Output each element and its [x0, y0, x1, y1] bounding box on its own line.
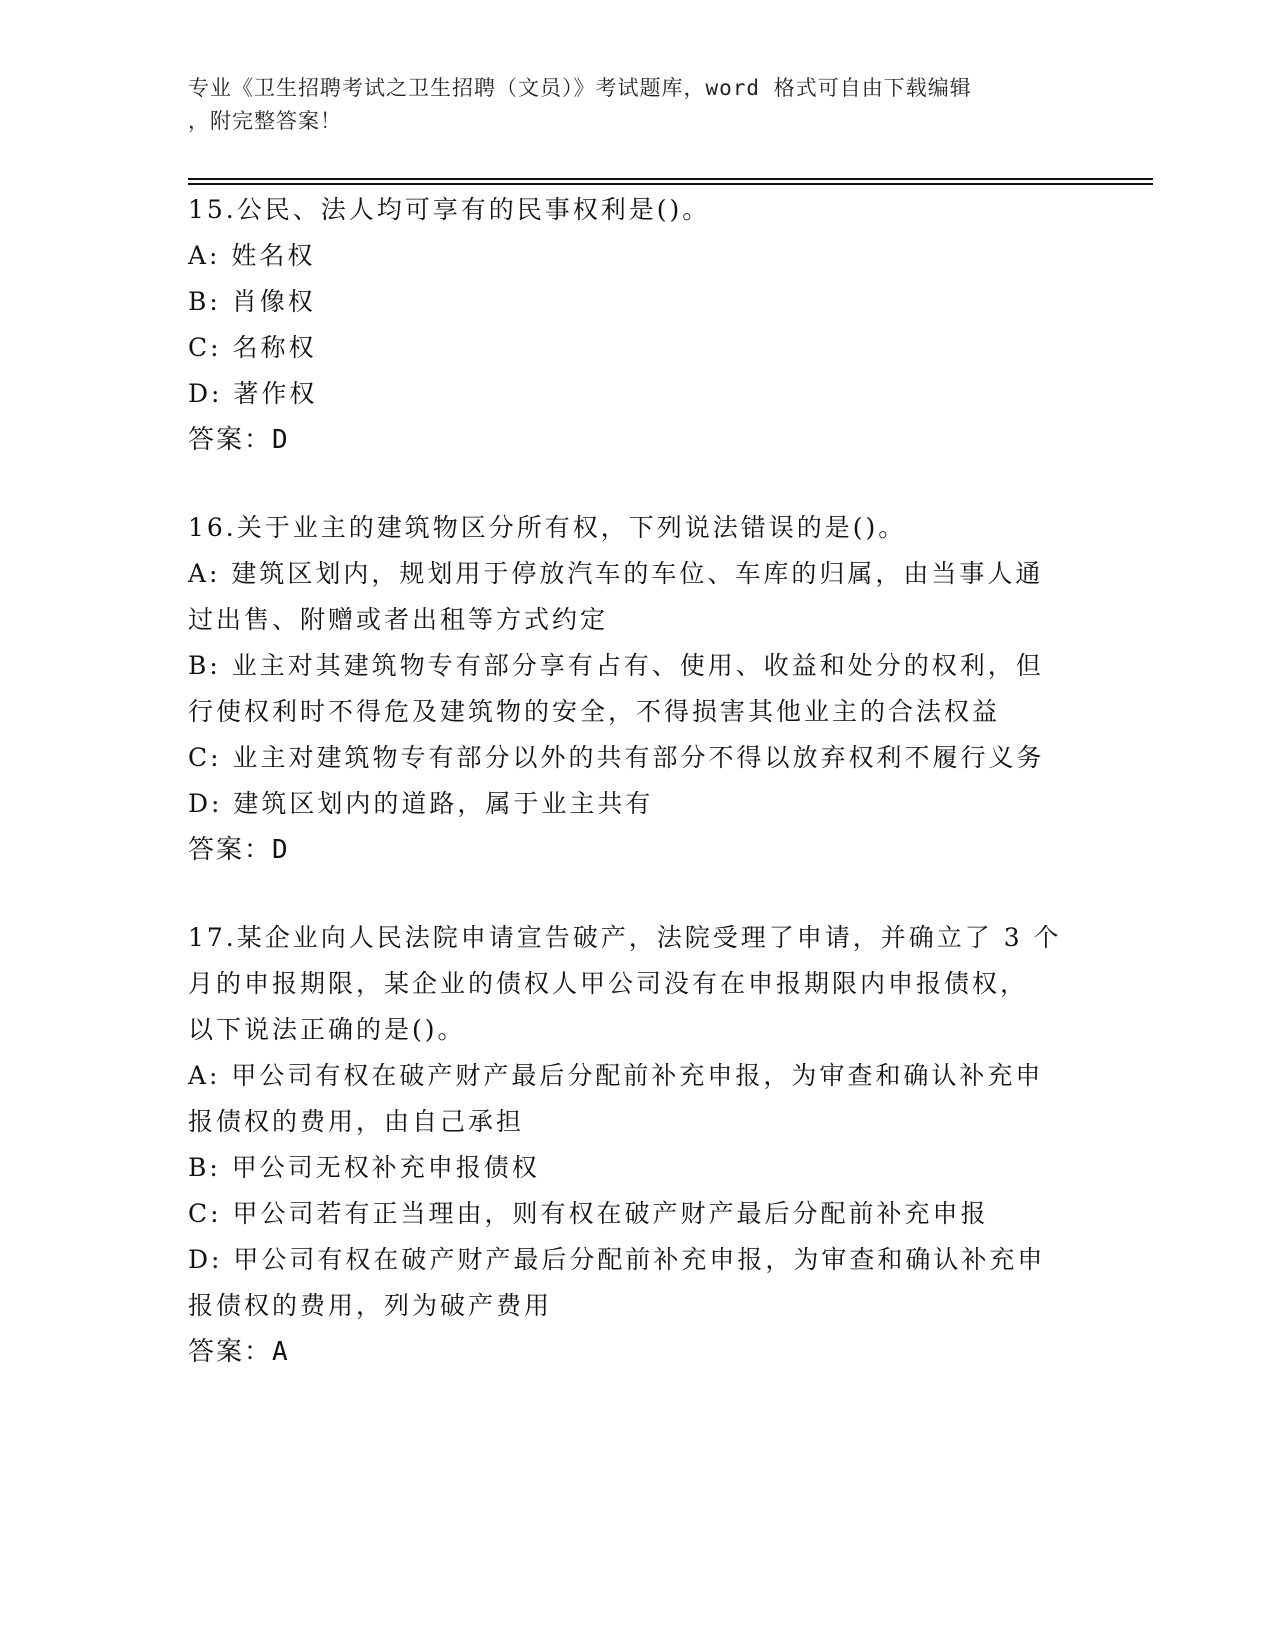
- header-divider-top: [188, 178, 1153, 180]
- option-a: A: 甲公司有权在破产财产最后分配前补充申报，为审查和确认补充申: [188, 1061, 1044, 1090]
- option-d: D: 建筑区划内的道路，属于业主共有: [188, 789, 654, 818]
- option-a: A: 建筑区划内，规划用于停放汽车的车位、车库的归属，由当事人通: [188, 559, 1044, 588]
- question-stem: 17.某企业向人民法院申请宣告破产，法院受理了申请，并确立了 3 个: [188, 923, 1062, 952]
- question-16: [188, 505, 1078, 873]
- option-b: B: 肖像权: [188, 287, 316, 316]
- header-divider-bottom: [188, 183, 1153, 185]
- option-a: A: 姓名权: [188, 241, 316, 270]
- answer-line: 答案：D: [188, 425, 290, 455]
- question-stem: 16.关于业主的建筑物区分所有权，下列说法错误的是()。: [188, 513, 907, 542]
- option-b: B: 甲公司无权补充申报债权: [188, 1153, 540, 1182]
- option-b: B: 业主对其建筑物专有部分享有占有、使用、收益和处分的权利，但: [188, 651, 1044, 680]
- option-c: C: 甲公司若有正当理由，则有权在破产财产最后分配前补充申报: [188, 1199, 989, 1228]
- option-d: D: 著作权: [188, 379, 318, 408]
- answer-line: 答案：A: [188, 1337, 290, 1367]
- question-stem-continued: 以下说法正确的是()。: [188, 1015, 466, 1044]
- option-c: C: 名称权: [188, 333, 317, 362]
- option-d: D: 甲公司有权在破产财产最后分配前补充申报，为审查和确认补充申: [188, 1245, 1046, 1274]
- option-a-continued: 报债权的费用，由自己承担: [188, 1107, 525, 1136]
- document-header: [188, 72, 1068, 138]
- question-stem: 15.公民、法人均可享有的民事权利是()。: [188, 195, 711, 224]
- question-17: [188, 915, 1078, 1375]
- question-list: [188, 187, 1078, 1417]
- header-line: ，附完整答案！: [188, 109, 342, 133]
- answer-line: 答案：D: [188, 835, 290, 865]
- option-a-continued: 过出售、附赠或者出租等方式约定: [188, 605, 609, 634]
- question-stem-continued: 月的申报期限，某企业的债权人甲公司没有在申报期限内申报债权，: [188, 969, 1029, 998]
- option-d-continued: 报债权的费用，列为破产费用: [188, 1291, 553, 1320]
- option-c: C: 业主对建筑物专有部分以外的共有部分不得以放弃权利不履行义务: [188, 743, 1045, 772]
- question-15: [188, 187, 1078, 463]
- option-b-continued: 行使权利时不得危及建筑物的安全，不得损害其他业主的合法权益: [188, 697, 1001, 726]
- header-line: 专业《卫生招聘考试之卫生招聘（文员）》考试题库，word 格式可自由下载编辑: [188, 76, 972, 100]
